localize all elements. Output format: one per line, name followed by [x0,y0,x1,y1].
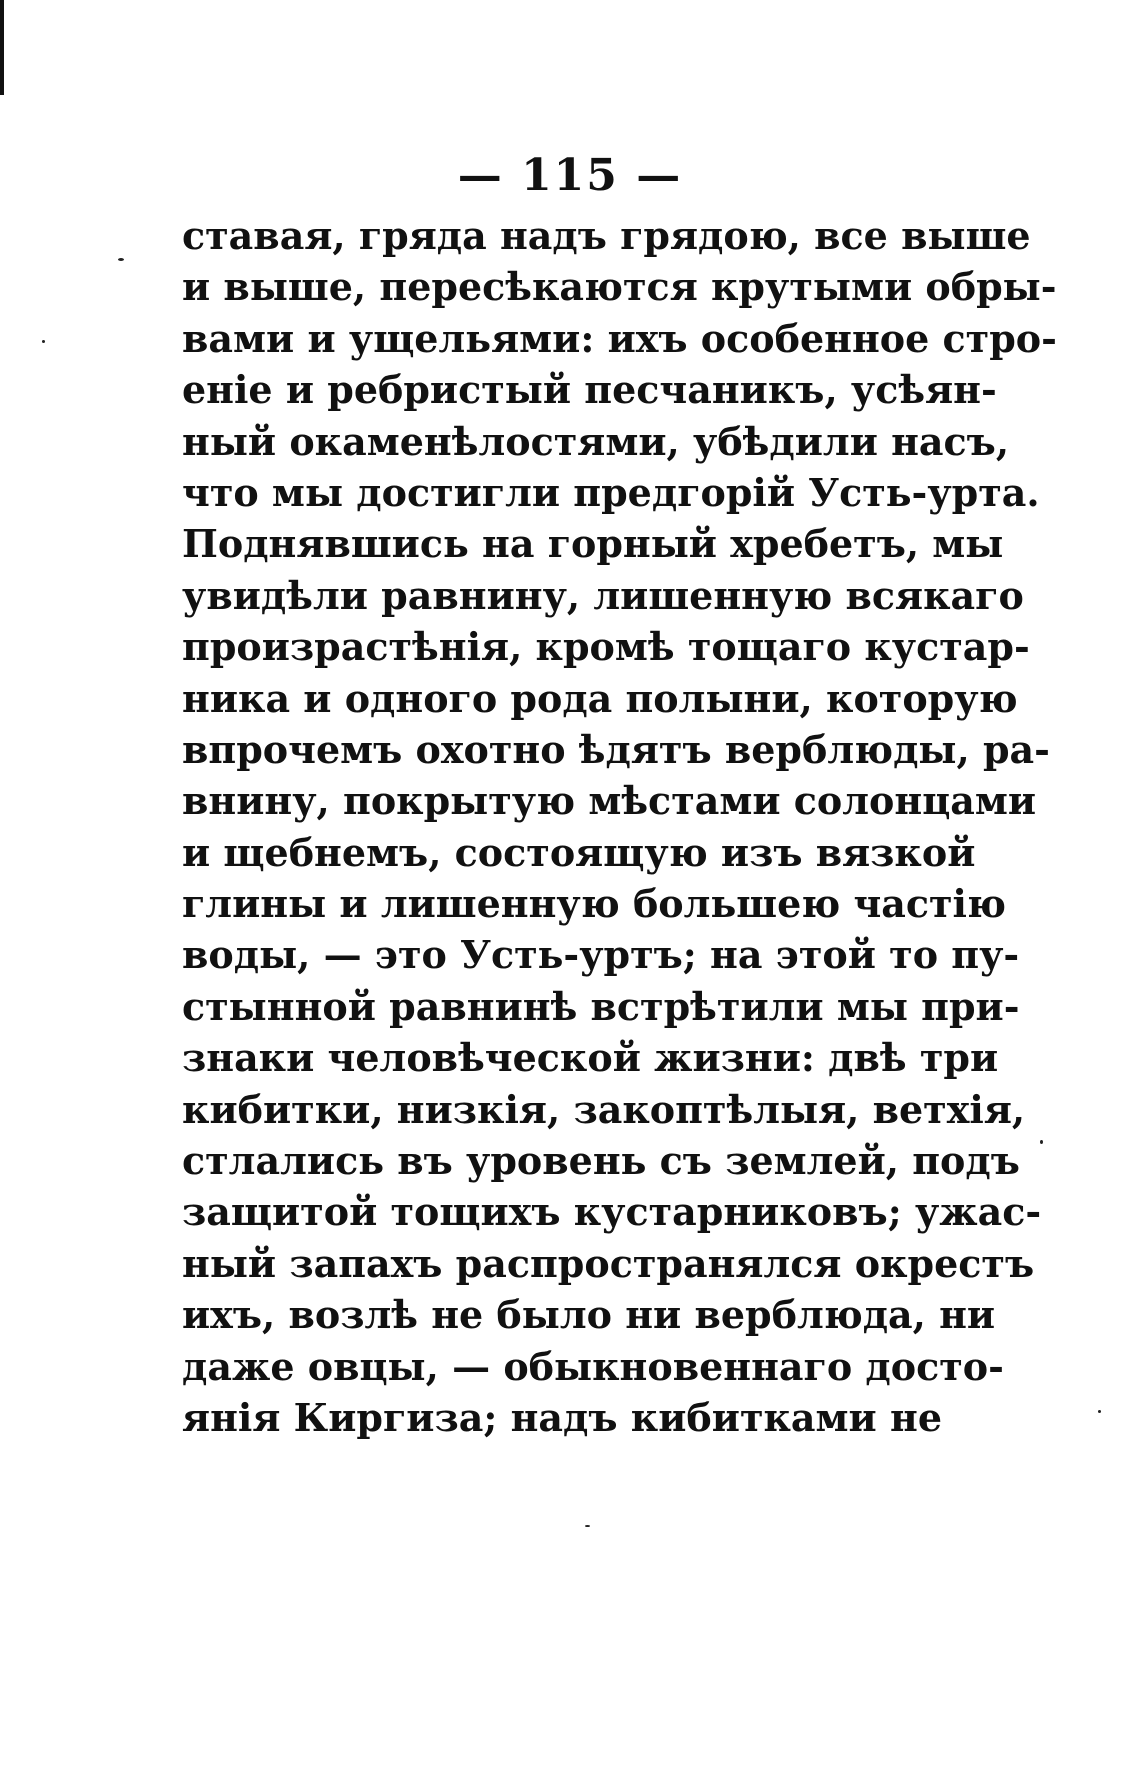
text-line: увидѣли равнину, лишенную всякаго [182,572,1024,618]
text-line: вами и ущельями: ихъ особенное стро- [182,315,1057,361]
text-line: Поднявшись на горный хребетъ, мы [182,521,1004,567]
text-line: произрастѣнія, кромѣ тощаго кустар- [182,624,1030,670]
text-line: ставая, гряда надъ грядою, все выше [182,213,1031,258]
scan-edge-mark [0,0,4,95]
text-line: ный запахъ распространялся окрестъ [182,1240,1035,1286]
text-line: воды, — это Усть-уртъ; на этой то пу- [182,932,1020,978]
text-line: ника и одного рода полыни, которую [182,675,1018,721]
scan-speck [1040,1140,1043,1144]
body-text [182,210,1057,1443]
text-line: стлались въ уровень съ землей, подъ [182,1138,1020,1184]
text-line: даже овцы, — обыкновеннаго досто- [182,1343,1004,1389]
text-line: ихъ, возлѣ не было ни верблюда, ни [182,1292,996,1338]
text-line: еніе и ребристый песчаникъ, усѣян- [182,367,997,413]
text-line: ный окаменѣлостями, убѣдили насъ, [182,418,1010,464]
text-line: впрочемъ охотно ѣдятъ верблюды, ра- [182,726,1050,772]
text-line: глины и лишенную большею частію [182,881,1006,927]
text-line: янія Киргиза; надъ кибитками не [182,1394,942,1440]
text-line: кибитки, низкія, закоптѣлыя, ветхія, [182,1086,1026,1132]
text-line: и выше, пересѣкаются крутыми обры- [182,264,1057,310]
text-line: знаки человѣческой жизни: двѣ три [182,1035,999,1081]
scan-speck [118,258,124,261]
text-line: защитой тощихъ кустарниковъ; ужас- [182,1189,1042,1235]
text-line: стынной равнинѣ встрѣтили мы при- [182,983,1020,1029]
text-line: внину, покрытую мѣстами солонцами [182,778,1037,824]
scan-speck [1098,1410,1101,1413]
scan-speck [585,1525,590,1527]
text-line: что мы достигли предгорій Усть-урта. [182,469,1040,515]
text-line: и щебнемъ, состоящую изъ вязкой [182,829,976,875]
scan-speck [42,340,45,343]
page-number: — 115 — [457,150,683,201]
